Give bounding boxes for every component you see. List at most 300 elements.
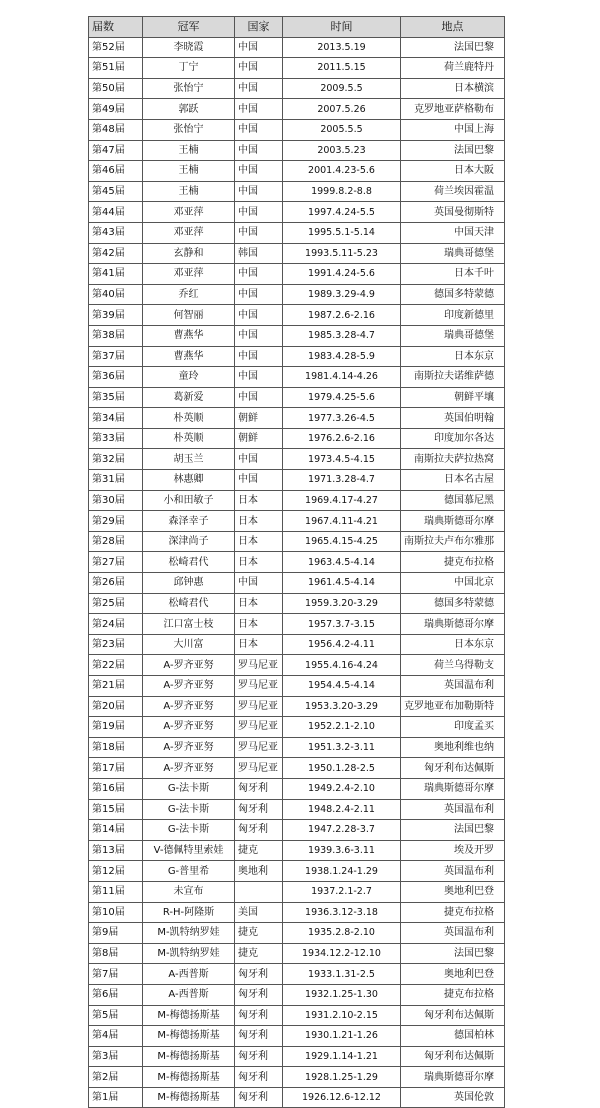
cell-country: 中国 [235,367,283,388]
cell-edition: 第30届 [89,490,143,511]
cell-edition: 第28届 [89,531,143,552]
table-row [89,305,505,326]
cell-location: 法国巴黎 [401,37,505,58]
cell-champion: A-罗齐亚努 [143,655,235,676]
cell-time: 1949.2.4-2.10 [283,778,401,799]
table-row [89,943,505,964]
cell-time: 1976.2.6-2.16 [283,428,401,449]
table-row [89,490,505,511]
cell-edition: 第3届 [89,1046,143,1067]
header-location: 地点 [401,17,505,38]
cell-time: 1933.1.31-2.5 [283,964,401,985]
cell-time: 2013.5.19 [283,37,401,58]
table-header-row [89,17,505,38]
cell-champion: A-西普斯 [143,964,235,985]
table-row [89,861,505,882]
cell-location: 法国巴黎 [401,140,505,161]
cell-location: 中国北京 [401,573,505,594]
cell-champion: 深津尚子 [143,531,235,552]
cell-country: 匈牙利 [235,984,283,1005]
cell-location: 印度加尔各达 [401,428,505,449]
cell-location: 南斯拉夫卢布尔雅那 [401,531,505,552]
cell-champion: A-罗齐亚努 [143,696,235,717]
table-row [89,696,505,717]
cell-time: 1987.2.6-2.16 [283,305,401,326]
cell-champion: 大川富 [143,634,235,655]
table-row [89,1046,505,1067]
cell-champion: 未宣布 [143,881,235,902]
cell-location: 印度新德里 [401,305,505,326]
cell-time: 1967.4.11-4.21 [283,511,401,532]
cell-champion: A-罗齐亚努 [143,737,235,758]
cell-time: 1991.4.24-5.6 [283,264,401,285]
table-row [89,449,505,470]
cell-champion: 森泽幸子 [143,511,235,532]
cell-edition: 第26届 [89,573,143,594]
cell-champion: 王楠 [143,181,235,202]
cell-champion: M-凯特纳罗娃 [143,943,235,964]
cell-location: 中国天津 [401,222,505,243]
cell-time: 1965.4.15-4.25 [283,531,401,552]
cell-time: 1938.1.24-1.29 [283,861,401,882]
cell-time: 1947.2.28-3.7 [283,820,401,841]
table-row [89,387,505,408]
cell-edition: 第45届 [89,181,143,202]
cell-edition: 第32届 [89,449,143,470]
cell-champion: 玄静和 [143,243,235,264]
cell-champion: 邓亚萍 [143,202,235,223]
table-row [89,181,505,202]
cell-time: 2005.5.5 [283,119,401,140]
cell-location: 捷克布拉格 [401,984,505,1005]
cell-time: 1989.3.29-4.9 [283,284,401,305]
cell-edition: 第20届 [89,696,143,717]
cell-country: 中国 [235,470,283,491]
cell-country: 日本 [235,531,283,552]
cell-champion: 邓亚萍 [143,264,235,285]
cell-country: 匈牙利 [235,820,283,841]
cell-country: 罗马尼亚 [235,696,283,717]
cell-time: 1981.4.14-4.26 [283,367,401,388]
table-row [89,964,505,985]
cell-location: 德国慕尼黑 [401,490,505,511]
table-row [89,264,505,285]
cell-time: 1929.1.14-1.21 [283,1046,401,1067]
cell-time: 1955.4.16-4.24 [283,655,401,676]
champions-table [88,16,505,1108]
cell-champion: 王楠 [143,140,235,161]
cell-champion: 王楠 [143,161,235,182]
cell-edition: 第31届 [89,470,143,491]
table-row [89,58,505,79]
cell-country: 匈牙利 [235,799,283,820]
cell-edition: 第29届 [89,511,143,532]
table-row [89,758,505,779]
cell-country [235,881,283,902]
cell-champion: A-罗齐亚努 [143,717,235,738]
cell-country: 中国 [235,222,283,243]
cell-country: 捷克 [235,923,283,944]
cell-champion: G-普里希 [143,861,235,882]
cell-champion: 邱钟惠 [143,573,235,594]
table-row [89,840,505,861]
cell-champion: 童玲 [143,367,235,388]
cell-country: 韩国 [235,243,283,264]
cell-location: 日本名古屋 [401,470,505,491]
cell-time: 1957.3.7-3.15 [283,614,401,635]
cell-location: 荷兰埃因霍温 [401,181,505,202]
cell-champion: A-罗齐亚努 [143,758,235,779]
cell-edition: 第37届 [89,346,143,367]
cell-country: 日本 [235,634,283,655]
cell-edition: 第16届 [89,778,143,799]
table-row [89,1067,505,1088]
cell-country: 罗马尼亚 [235,737,283,758]
cell-location: 捷克布拉格 [401,552,505,573]
cell-country: 中国 [235,573,283,594]
cell-location: 奥地利巴登 [401,964,505,985]
table-row [89,408,505,429]
table-row [89,1005,505,1026]
cell-location: 克罗地亚布加勒斯特 [401,696,505,717]
cell-country: 中国 [235,58,283,79]
cell-edition: 第50届 [89,78,143,99]
cell-country: 朝鲜 [235,408,283,429]
header-country: 国家 [235,17,283,38]
cell-edition: 第51届 [89,58,143,79]
cell-champion: 郭跃 [143,99,235,120]
cell-champion: 丁宁 [143,58,235,79]
cell-time: 1928.1.25-1.29 [283,1067,401,1088]
cell-location: 匈牙利布达佩斯 [401,758,505,779]
cell-location: 瑞典斯德哥尔摩 [401,511,505,532]
cell-time: 1959.3.20-3.29 [283,593,401,614]
cell-location: 德国柏林 [401,1026,505,1047]
cell-time: 1995.5.1-5.14 [283,222,401,243]
cell-time: 2003.5.23 [283,140,401,161]
cell-champion: 张怡宁 [143,78,235,99]
cell-location: 南斯拉夫萨拉热窝 [401,449,505,470]
cell-country: 中国 [235,37,283,58]
cell-country: 中国 [235,264,283,285]
cell-champion: 朴英顺 [143,428,235,449]
cell-edition: 第34届 [89,408,143,429]
table-row [89,655,505,676]
cell-edition: 第46届 [89,161,143,182]
cell-edition: 第36届 [89,367,143,388]
table-row [89,37,505,58]
cell-time: 1937.2.1-2.7 [283,881,401,902]
cell-country: 罗马尼亚 [235,655,283,676]
cell-country: 日本 [235,593,283,614]
cell-champion: A-西普斯 [143,984,235,1005]
table-row [89,325,505,346]
cell-location: 德国多特蒙德 [401,593,505,614]
table-row [89,222,505,243]
cell-location: 英国温布利 [401,676,505,697]
cell-time: 1977.3.26-4.5 [283,408,401,429]
cell-champion: G-法卡斯 [143,820,235,841]
table-row [89,984,505,1005]
cell-champion: M-凯特纳罗娃 [143,923,235,944]
table-row [89,284,505,305]
cell-champion: 李晓霞 [143,37,235,58]
cell-time: 1956.4.2-4.11 [283,634,401,655]
cell-time: 1979.4.25-5.6 [283,387,401,408]
cell-edition: 第39届 [89,305,143,326]
table-row [89,428,505,449]
cell-champion: 曹燕华 [143,346,235,367]
cell-edition: 第4届 [89,1026,143,1047]
cell-location: 英国伯明翰 [401,408,505,429]
cell-edition: 第48届 [89,119,143,140]
cell-edition: 第25届 [89,593,143,614]
cell-time: 2001.4.23-5.6 [283,161,401,182]
cell-time: 1954.4.5-4.14 [283,676,401,697]
cell-time: 1999.8.2-8.8 [283,181,401,202]
cell-time: 1952.2.1-2.10 [283,717,401,738]
cell-time: 1936.3.12-3.18 [283,902,401,923]
cell-location: 克罗地亚萨格勒布 [401,99,505,120]
cell-location: 荷兰乌得勒支 [401,655,505,676]
table-row [89,202,505,223]
cell-location: 日本东京 [401,634,505,655]
cell-edition: 第15届 [89,799,143,820]
cell-country: 中国 [235,449,283,470]
header-champion: 冠军 [143,17,235,38]
cell-edition: 第1届 [89,1087,143,1108]
cell-location: 奥地利维也纳 [401,737,505,758]
cell-edition: 第2届 [89,1067,143,1088]
cell-champion: 邓亚萍 [143,222,235,243]
cell-location: 日本东京 [401,346,505,367]
table-row [89,243,505,264]
cell-location: 瑞典斯德哥尔摩 [401,778,505,799]
cell-country: 中国 [235,119,283,140]
cell-champion: G-法卡斯 [143,799,235,820]
cell-location: 英国伦敦 [401,1087,505,1108]
cell-edition: 第35届 [89,387,143,408]
cell-location: 英国温布利 [401,799,505,820]
cell-champion: M-梅德扬斯基 [143,1087,235,1108]
cell-time: 1931.2.10-2.15 [283,1005,401,1026]
table-row [89,140,505,161]
cell-country: 日本 [235,614,283,635]
cell-country: 匈牙利 [235,1046,283,1067]
table-row [89,367,505,388]
table-row [89,923,505,944]
cell-champion: V-德佩特里索娃 [143,840,235,861]
cell-time: 2007.5.26 [283,99,401,120]
cell-country: 日本 [235,490,283,511]
cell-country: 奥地利 [235,861,283,882]
table-row [89,881,505,902]
cell-time: 1993.5.11-5.23 [283,243,401,264]
cell-champion: A-罗齐亚努 [143,676,235,697]
table-row [89,676,505,697]
cell-champion: M-梅德扬斯基 [143,1005,235,1026]
cell-edition: 第24届 [89,614,143,635]
cell-country: 日本 [235,511,283,532]
header-time: 时间 [283,17,401,38]
cell-edition: 第5届 [89,1005,143,1026]
cell-edition: 第14届 [89,820,143,841]
table-row [89,161,505,182]
cell-country: 匈牙利 [235,964,283,985]
cell-location: 瑞典斯德哥尔摩 [401,1067,505,1088]
cell-location: 日本千叶 [401,264,505,285]
cell-time: 1971.3.28-4.7 [283,470,401,491]
cell-country: 中国 [235,387,283,408]
cell-edition: 第22届 [89,655,143,676]
cell-time: 1985.3.28-4.7 [283,325,401,346]
table-body [89,37,505,1108]
cell-time: 2009.5.5 [283,78,401,99]
cell-country: 中国 [235,284,283,305]
cell-time: 1961.4.5-4.14 [283,573,401,594]
table-row [89,799,505,820]
table-row [89,1087,505,1108]
cell-champion: 葛新爱 [143,387,235,408]
cell-country: 中国 [235,99,283,120]
cell-location: 英国温布利 [401,861,505,882]
cell-location: 英国温布利 [401,923,505,944]
cell-champion: 松崎君代 [143,552,235,573]
cell-edition: 第19届 [89,717,143,738]
cell-time: 1930.1.21-1.26 [283,1026,401,1047]
cell-champion: M-梅德扬斯基 [143,1067,235,1088]
cell-edition: 第17届 [89,758,143,779]
cell-champion: 胡玉兰 [143,449,235,470]
cell-time: 1953.3.20-3.29 [283,696,401,717]
cell-country: 罗马尼亚 [235,676,283,697]
cell-country: 中国 [235,78,283,99]
cell-edition: 第40届 [89,284,143,305]
table-row [89,778,505,799]
cell-edition: 第41届 [89,264,143,285]
cell-location: 南斯拉夫诺维萨德 [401,367,505,388]
table-row [89,614,505,635]
cell-edition: 第9届 [89,923,143,944]
cell-country: 中国 [235,181,283,202]
cell-edition: 第8届 [89,943,143,964]
cell-country: 日本 [235,552,283,573]
cell-country: 匈牙利 [235,1026,283,1047]
cell-location: 中国上海 [401,119,505,140]
cell-location: 奥地利巴登 [401,881,505,902]
cell-champion: G-法卡斯 [143,778,235,799]
cell-location: 匈牙利布达佩斯 [401,1005,505,1026]
cell-champion: 乔红 [143,284,235,305]
table-row [89,902,505,923]
table-row [89,634,505,655]
table-row [89,470,505,491]
header-edition: 届数 [89,17,143,38]
cell-location: 法国巴黎 [401,943,505,964]
cell-champion: 曹燕华 [143,325,235,346]
cell-edition: 第52届 [89,37,143,58]
cell-location: 日本大阪 [401,161,505,182]
table-row [89,99,505,120]
cell-time: 2011.5.15 [283,58,401,79]
cell-champion: 江口富士枝 [143,614,235,635]
cell-champion: 朴英顺 [143,408,235,429]
table-row [89,78,505,99]
cell-location: 法国巴黎 [401,820,505,841]
cell-time: 1973.4.5-4.15 [283,449,401,470]
cell-edition: 第21届 [89,676,143,697]
cell-country: 匈牙利 [235,778,283,799]
cell-edition: 第10届 [89,902,143,923]
cell-location: 荷兰鹿特丹 [401,58,505,79]
cell-country: 中国 [235,202,283,223]
cell-country: 捷克 [235,840,283,861]
table-row [89,119,505,140]
champions-table-container [88,16,504,1108]
cell-location: 瑞典哥德堡 [401,325,505,346]
cell-time: 1997.4.24-5.5 [283,202,401,223]
cell-edition: 第47届 [89,140,143,161]
cell-country: 罗马尼亚 [235,758,283,779]
cell-location: 朝鲜平壤 [401,387,505,408]
table-row [89,511,505,532]
cell-edition: 第33届 [89,428,143,449]
cell-champion: M-梅德扬斯基 [143,1026,235,1047]
cell-country: 中国 [235,140,283,161]
table-row [89,820,505,841]
cell-edition: 第27届 [89,552,143,573]
cell-time: 1963.4.5-4.14 [283,552,401,573]
cell-edition: 第13届 [89,840,143,861]
cell-country: 中国 [235,325,283,346]
cell-champion: 林惠卿 [143,470,235,491]
cell-time: 1939.3.6-3.11 [283,840,401,861]
cell-champion: 小和田敏子 [143,490,235,511]
table-row [89,717,505,738]
cell-location: 捷克布拉格 [401,902,505,923]
cell-country: 朝鲜 [235,428,283,449]
cell-time: 1934.12.2-12.10 [283,943,401,964]
cell-edition: 第23届 [89,634,143,655]
cell-champion: 松崎君代 [143,593,235,614]
cell-time: 1969.4.17-4.27 [283,490,401,511]
cell-champion: R-H-阿隆斯 [143,902,235,923]
cell-location: 匈牙利布达佩斯 [401,1046,505,1067]
cell-edition: 第38届 [89,325,143,346]
cell-time: 1950.1.28-2.5 [283,758,401,779]
cell-champion: M-梅德扬斯基 [143,1046,235,1067]
cell-time: 1948.2.4-2.11 [283,799,401,820]
table-row [89,573,505,594]
cell-country: 匈牙利 [235,1005,283,1026]
cell-country: 捷克 [235,943,283,964]
cell-edition: 第18届 [89,737,143,758]
cell-edition: 第44届 [89,202,143,223]
cell-time: 1951.3.2-3.11 [283,737,401,758]
table-row [89,737,505,758]
cell-edition: 第7届 [89,964,143,985]
cell-edition: 第42届 [89,243,143,264]
table-row [89,531,505,552]
table-row [89,1026,505,1047]
cell-edition: 第49届 [89,99,143,120]
cell-edition: 第6届 [89,984,143,1005]
cell-location: 瑞典哥德堡 [401,243,505,264]
cell-location: 印度孟买 [401,717,505,738]
cell-location: 日本横滨 [401,78,505,99]
cell-country: 匈牙利 [235,1087,283,1108]
cell-location: 德国多特蒙德 [401,284,505,305]
